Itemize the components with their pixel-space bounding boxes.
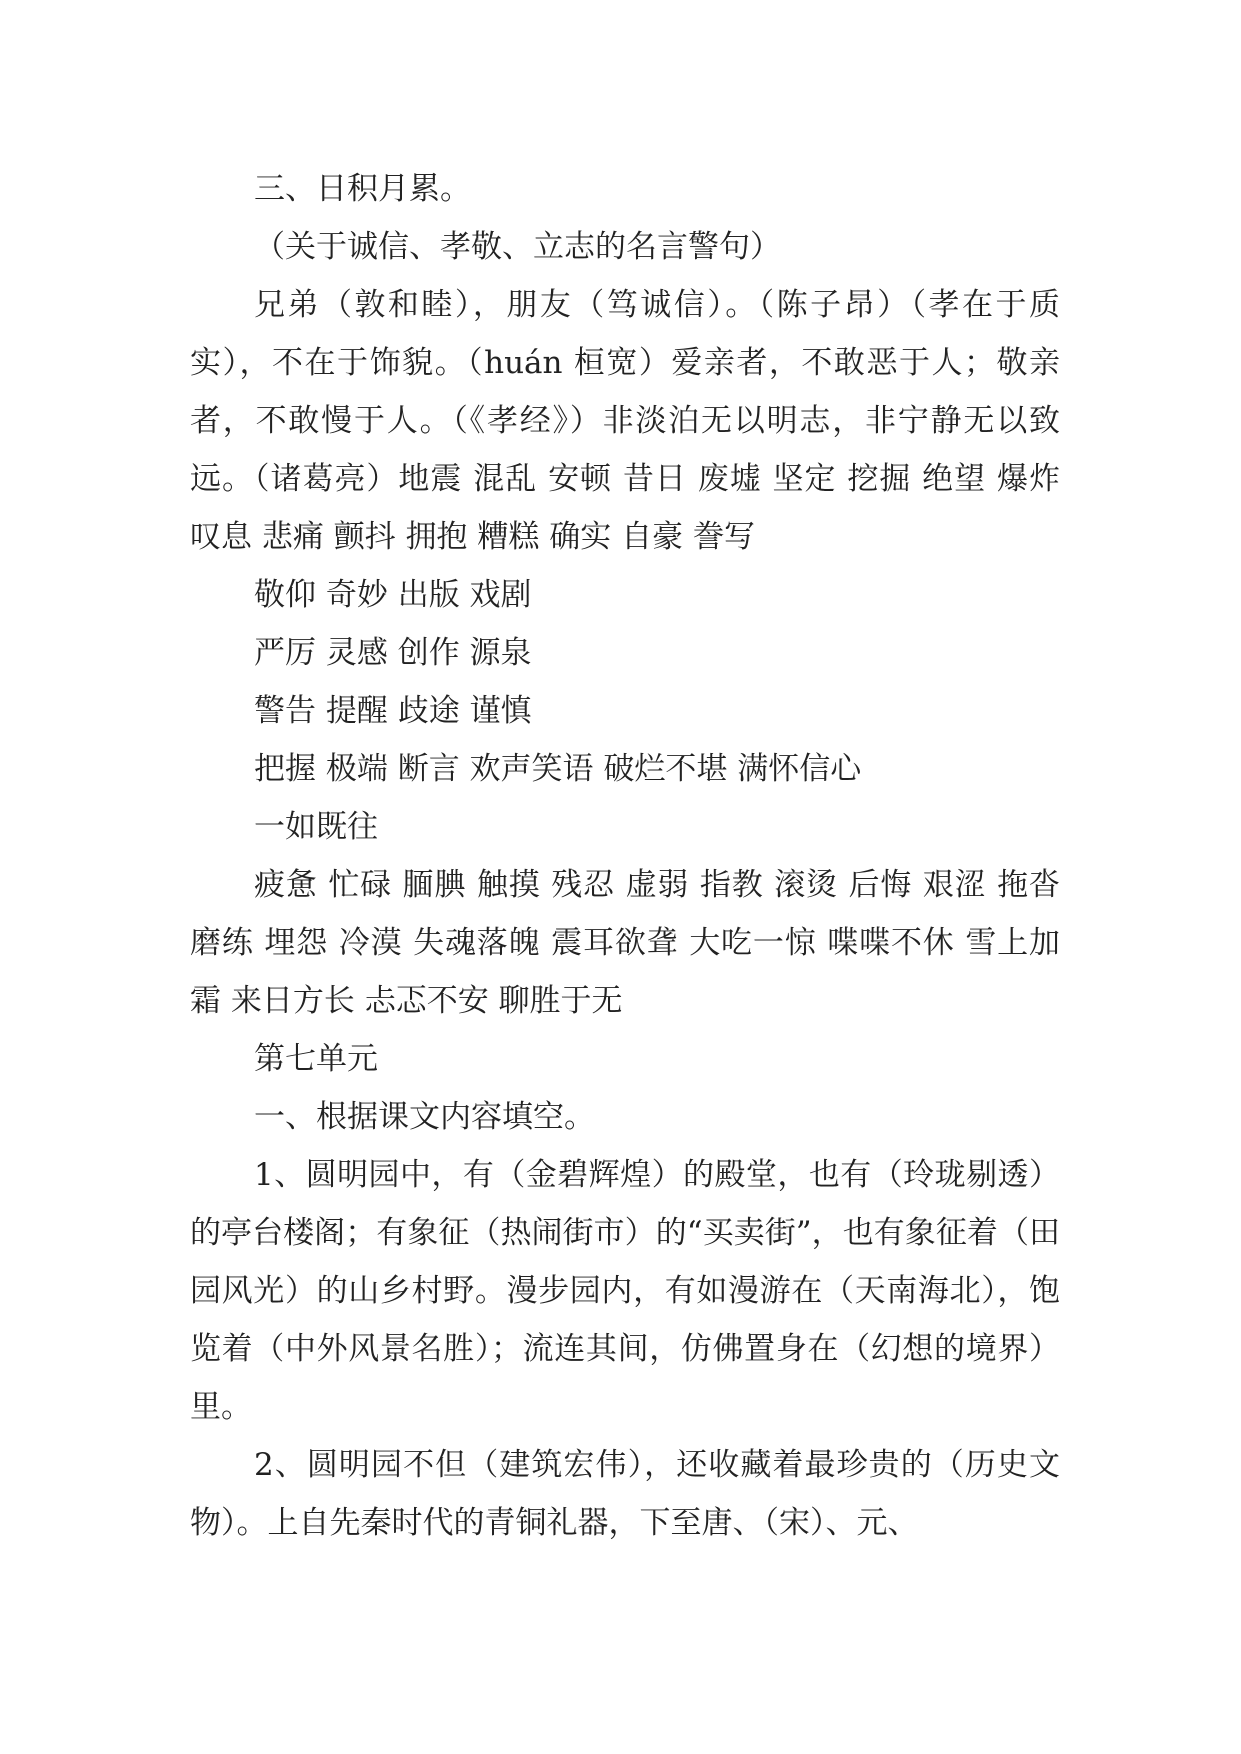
vocabulary-paragraph: 疲惫 忙碌 腼腆 触摸 残忍 虚弱 指教 滚烫 后悔 艰涩 拖沓 磨练 埋怨 冷漠 失魂落魄 震耳欲聋 大吃一惊 喋喋不休 雪上加霜 来日方长 忐忑不安 聊胜于无: [190, 867, 1060, 1019]
fill-in-blank-heading: 一、根据课文内容填空。: [254, 1099, 595, 1135]
section-heading-accumulation: 三、日积月累。: [254, 171, 471, 207]
vocabulary-line-3: 警告 提醒 歧途 谨慎: [254, 693, 532, 729]
quotes-and-vocabulary-paragraph: 兄弟（敦和睦），朋友（笃诚信）。（陈子昂）（孝在于质实），不在于饰貌。（huán 桓宽）爱亲者，不敢恶于人；敬亲者，不敢慢于人。（《孝经》）非淡泊无以明志，非宁静无以致远。（诸葛亮）地震 混乱 安顿 昔日 废墟 坚定 挖掘 绝望 爆炸 叹息 悲痛 颤抖 拥抱 糟糕 确实 自豪 誊写: [190, 287, 1060, 555]
document-body: [190, 160, 1060, 1552]
vocabulary-line-2: 严厉 灵感 创作 源泉: [254, 635, 532, 671]
unit-seven-heading: 第七单元: [254, 1041, 378, 1077]
question-2-paragraph: 2、圆明园不但（建筑宏伟），还收藏着最珍贵的（历史文物）。上自先秦时代的青铜礼器，下至唐、（宋）、元、: [190, 1447, 1060, 1541]
vocabulary-line-1: 敬仰 奇妙 出版 戏剧: [254, 577, 532, 613]
vocabulary-line-5: 一如既往: [254, 809, 378, 845]
question-1-paragraph: 1、圆明园中，有（金碧辉煌）的殿堂，也有（玲珑剔透）的亭台楼阁；有象征（热闹街市）的“买卖街”，也有象征着（田园风光）的山乡村野。漫步园内，有如漫游在（天南海北），饱览着（中外风景名胜）；流连其间，仿佛置身在（幻想的境界）里。: [190, 1157, 1060, 1425]
section-subheading-quotes: （关于诚信、孝敬、立志的名言警句）: [254, 229, 781, 265]
vocabulary-line-4: 把握 极端 断言 欢声笑语 破烂不堪 满怀信心: [254, 751, 862, 787]
